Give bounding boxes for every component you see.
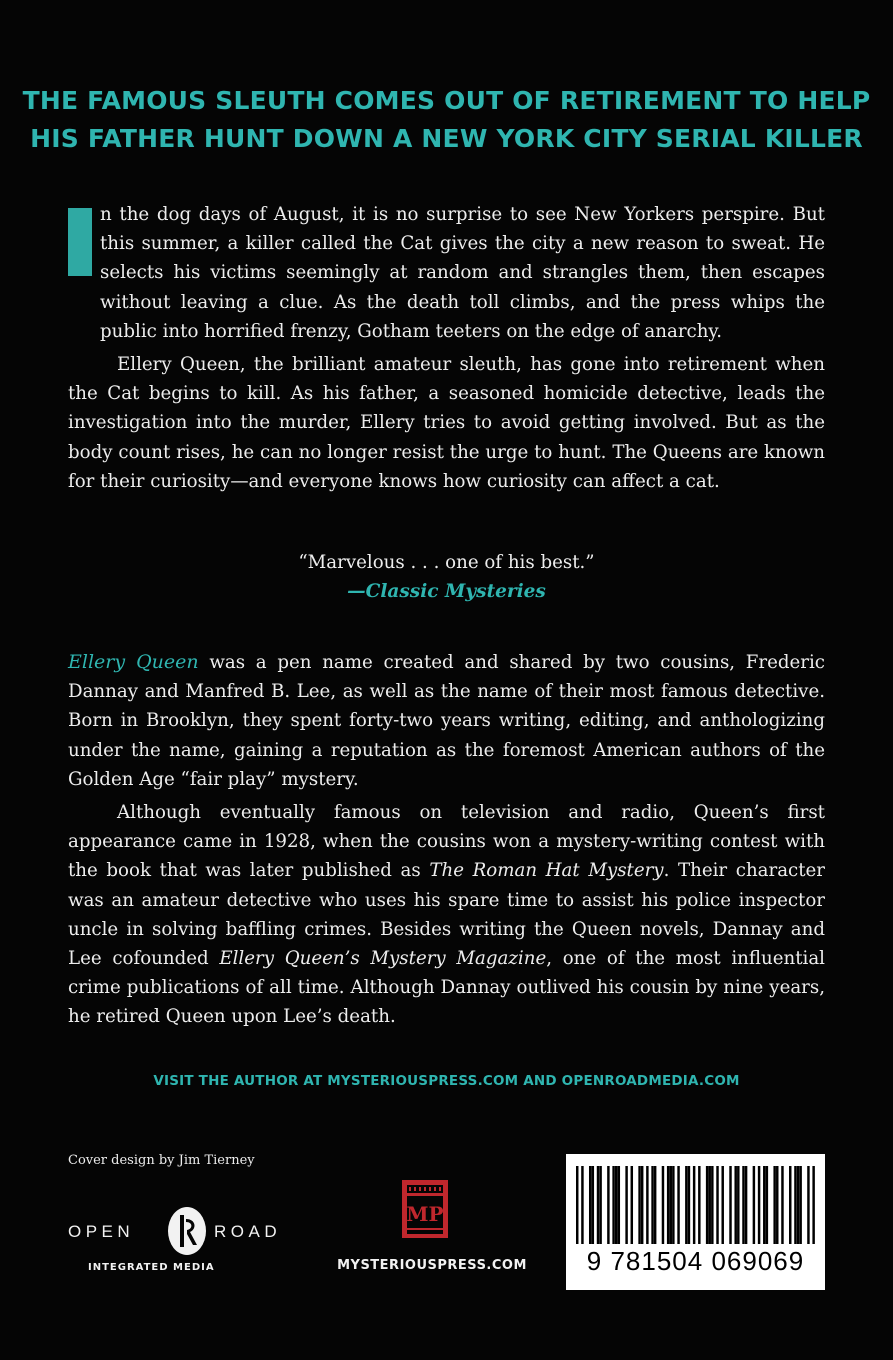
barcode-bar <box>734 1166 736 1244</box>
open-road-emblem-icon <box>166 1205 208 1257</box>
barcode-bar <box>641 1166 643 1244</box>
headline-line-1: THE FAMOUS SLEUTH COMES OUT OF RETIREMENT TO HELP <box>22 86 871 115</box>
barcode-bar <box>662 1166 664 1244</box>
barcode-bar <box>706 1166 708 1244</box>
magazine-title: Ellery Queen’s Mystery Magazine <box>219 948 547 970</box>
barcode-bar <box>592 1166 594 1244</box>
barcode-bar <box>631 1166 633 1244</box>
bio-paragraph-1-text: was a pen name created and shared by two cousins, Frederic Dannay and Manfred B. Lee, as well as the name of their most famous detective. Born in Brooklyn, they spent forty-two years writing, editing, and anthologizing under the name, gaining a reputation as the foremost American authors of the Golden Age “fair play” mystery. <box>68 652 825 790</box>
bio-paragraph-2 <box>68 798 825 1032</box>
mysterious-press-emblem-icon <box>400 1178 450 1240</box>
barcode-bar <box>654 1166 656 1244</box>
mysterious-press-monogram: MP <box>406 1202 444 1226</box>
barcode-bar <box>625 1166 627 1244</box>
barcode-bar <box>794 1166 796 1244</box>
barcode-bar <box>711 1166 713 1244</box>
open-road-subtitle: INTEGRATED MEDIA <box>88 1262 215 1273</box>
barcode-bar <box>576 1166 578 1244</box>
barcode-bar <box>776 1166 778 1244</box>
barcode-bar <box>651 1166 653 1244</box>
barcode-bar <box>670 1166 672 1244</box>
review-quote <box>0 548 893 607</box>
bio-p2-c: , one of the most influential crime publications of all time. Although Dannay outlived his cousin by nine years, he retired Queen upon Lee’s death. <box>68 948 825 1028</box>
barcode-bar <box>618 1166 620 1244</box>
bio-p2-a: Although eventually famous on television and radio, Queen’s first appearance came in 1928, when the cousins won a mystery-writing contest with the book that was later published as <box>68 802 825 882</box>
barcode-bar <box>766 1166 768 1244</box>
barcode-bar <box>677 1166 679 1244</box>
blurb-paragraph-2: Ellery Queen, the brilliant amateur sleuth, has gone into retirement when the Cat begins to kill. As his father, a seasoned homicide detective, leads the investigation into the murder, Ellery tries to avoid getting involved. But as the body count rises, he can no longer resist the urge to hunt. The Queens are known for their curiosity—and everyone knows how curiosity can affect a cat. <box>68 354 825 492</box>
quote-source: —Classic Mysteries <box>347 581 546 602</box>
blurb-paragraph-1-text: n the dog days of August, it is no surprise to see New Yorkers perspire. But this summer, a killer called the Cat gives the city a new reason to sweat. He selects his victims seemingly at random and strangles them, then escapes without leaving a clue. As the death toll climbs, and the press whips the public into horrified frenzy, Gotham teeters on the edge of anarchy. <box>100 204 825 342</box>
barcode-bar <box>799 1166 801 1244</box>
barcode-bar <box>781 1166 783 1244</box>
barcode-bar <box>758 1166 760 1244</box>
barcode-bar <box>773 1166 775 1244</box>
barcode-bar <box>607 1166 609 1244</box>
headline <box>0 82 893 158</box>
cover-credit: Cover design by Jim Tierney <box>68 1153 255 1168</box>
blurb <box>68 200 825 496</box>
author-name: Ellery Queen <box>68 651 199 673</box>
isbn-barcode <box>566 1154 825 1290</box>
barcode-bar <box>721 1166 723 1244</box>
barcode-bar <box>646 1166 648 1244</box>
bio-paragraph-1 <box>68 648 825 794</box>
barcode-bar <box>797 1166 799 1244</box>
open-road-word-open: OPEN <box>68 1222 135 1241</box>
barcode-bar <box>589 1166 591 1244</box>
isbn-number: 9 781504 069069 <box>586 1246 805 1276</box>
barcode-bar <box>745 1166 747 1244</box>
barcode-bar <box>812 1166 814 1244</box>
barcode-bar <box>612 1166 614 1244</box>
author-bio <box>68 648 825 1032</box>
barcode-bar <box>789 1166 791 1244</box>
barcode-bar <box>638 1166 640 1244</box>
barcode-bar <box>737 1166 739 1244</box>
visit-author-line: VISIT THE AUTHOR AT MYSTERIOUSPRESS.COM AND OPENROADMEDIA.COM <box>153 1073 740 1089</box>
bio-p2-b: . Their character was an amateur detective who uses his spare time to assist his police inspector uncle in solving baffling crimes. Besides writing the Queen novels, Dannay and Lee cofounded <box>68 860 825 970</box>
barcode-bar <box>688 1166 690 1244</box>
barcode-bar <box>753 1166 755 1244</box>
barcode-bars <box>576 1166 815 1244</box>
barcode-bar <box>597 1166 599 1244</box>
open-road-word-road: ROAD <box>214 1222 282 1241</box>
barcode-bar <box>672 1166 674 1244</box>
barcode-bar <box>763 1166 765 1244</box>
headline-line-2: HIS FATHER HUNT DOWN A NEW YORK CITY SERIAL KILLER <box>30 124 863 153</box>
barcode-bar <box>685 1166 687 1244</box>
mysterious-press-label: MYSTERIOUSPRESS.COM <box>337 1258 527 1273</box>
barcode-bar <box>716 1166 718 1244</box>
barcode-bar <box>615 1166 617 1244</box>
barcode-bar <box>581 1166 583 1244</box>
barcode-bar <box>807 1166 809 1244</box>
barcode-bar <box>708 1166 710 1244</box>
open-road-logo <box>68 1205 308 1275</box>
barcode-bar <box>693 1166 695 1244</box>
blurb-paragraph-1 <box>68 200 825 346</box>
quote-text: “Marvelous . . . one of his best.” <box>298 552 595 573</box>
barcode-bar <box>698 1166 700 1244</box>
barcode-bar <box>742 1166 744 1244</box>
barcode-bar <box>599 1166 601 1244</box>
barcode-bar <box>667 1166 669 1244</box>
book-title-roman-hat: The Roman Hat Mystery <box>429 860 664 882</box>
barcode-bar <box>729 1166 731 1244</box>
